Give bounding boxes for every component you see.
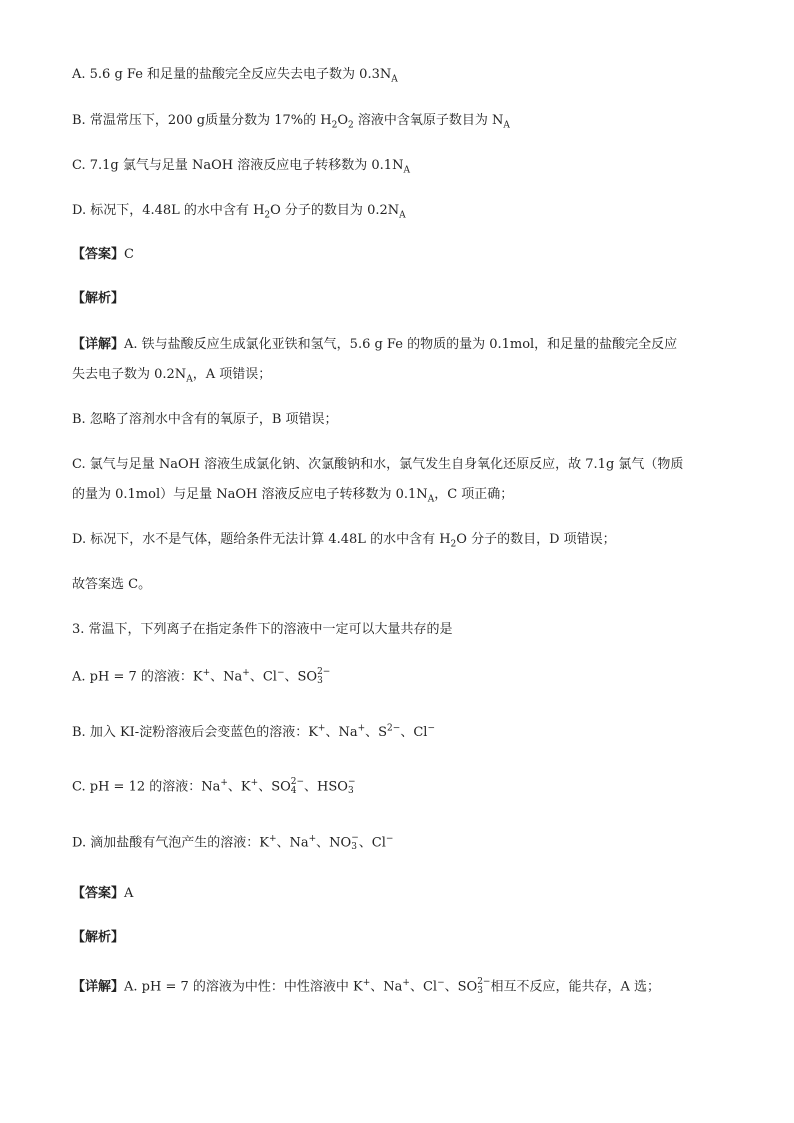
- q3-option-c: C. pH = 12 的溶液：Na+、K+、SO 2− 4 、HSO − 3: [72, 777, 356, 796]
- detail-label: 【详解】: [72, 979, 125, 995]
- answer-value: C: [124, 247, 134, 262]
- q2-option-c: C. 7.1g 氯气与足量 NaOH 溶液反应电子转移数为 $0.1N_A$: [72, 158, 410, 176]
- q3-answer: [72, 885, 133, 903]
- answer-value: A: [124, 886, 134, 901]
- q2-option-a: A. 5.6 g Fe 和足量的盐酸完全反应失去电子数为 $0.3N_A$: [72, 67, 398, 85]
- q2-detail-a-line1: 【详解】A. 铁与盐酸反应生成氯化亚铁和氢气，5.6 g Fe 的物质的量为 0.1mol，和足量的盐酸完全反应: [72, 337, 678, 352]
- q2-option-d: D. 标况下，4.48L 的水中含有 $H_2O$ 分子的数目为 $0.2N_A$: [72, 203, 406, 221]
- answer-label: 【答案】: [72, 886, 125, 901]
- answer-label: 【答案】: [72, 247, 125, 262]
- q3-option-d: D. 滴加盐酸有气泡产生的溶液：K+、Na+、NO − 3 、Cl−: [72, 833, 394, 852]
- q2-detail-c-line1: C. 氯气与足量 NaOH 溶液生成氯化钠、次氯酸钠和水，氯气发生自身氧化还原反应，故 7.1g 氯气（物质: [72, 457, 684, 472]
- q2-detail-c-line2: 的量为 0.1mol）与足量 NaOH 溶液反应电子转移数为 $0.1N_A$，C 项正确；: [72, 487, 514, 505]
- q2-option-b: B. 常温常压下，200 g质量分数为 17%的 $H_2O_2$ 溶液中含氧原子数目为 $N_A$: [72, 113, 510, 131]
- detail-label: 【详解】: [72, 337, 125, 352]
- q3-option-a: A. pH = 7 的溶液：K+、Na+、Cl−、SO 2− 3: [72, 667, 331, 686]
- q3-stem: 3. 常温下，下列离子在指定条件下的溶液中一定可以大量共存的是: [72, 622, 453, 637]
- q3-analysis-label: 【解析】: [72, 930, 125, 945]
- q2-analysis-label: 【解析】: [72, 291, 125, 306]
- q2-detail-d: D. 标况下，水不是气体，题给条件无法计算 4.48L 的水中含有 $H_2O$ 分子的数目，D 项错误；: [72, 532, 616, 550]
- q2-detail-b: B. 忽略了溶剂水中含有的氧原子，B 项错误；: [72, 412, 338, 427]
- q3-detail: 【详解】A. pH = 7 的溶液为中性：中性溶液中 K+、Na+、Cl−、SO 2− 3 相互不反应，能共存，A 选；: [72, 977, 661, 996]
- q2-answer: [72, 246, 134, 264]
- q3-option-b: B. 加入 KI-淀粉溶液后会变蓝色的溶液：K+、Na+、$S^{2-}$、Cl−: [72, 723, 435, 740]
- q2-detail-a-line2: 失去电子数为 $0.2N_A$，A 项错误；: [72, 367, 272, 385]
- q2-conclusion: 故答案选 C。: [72, 577, 152, 592]
